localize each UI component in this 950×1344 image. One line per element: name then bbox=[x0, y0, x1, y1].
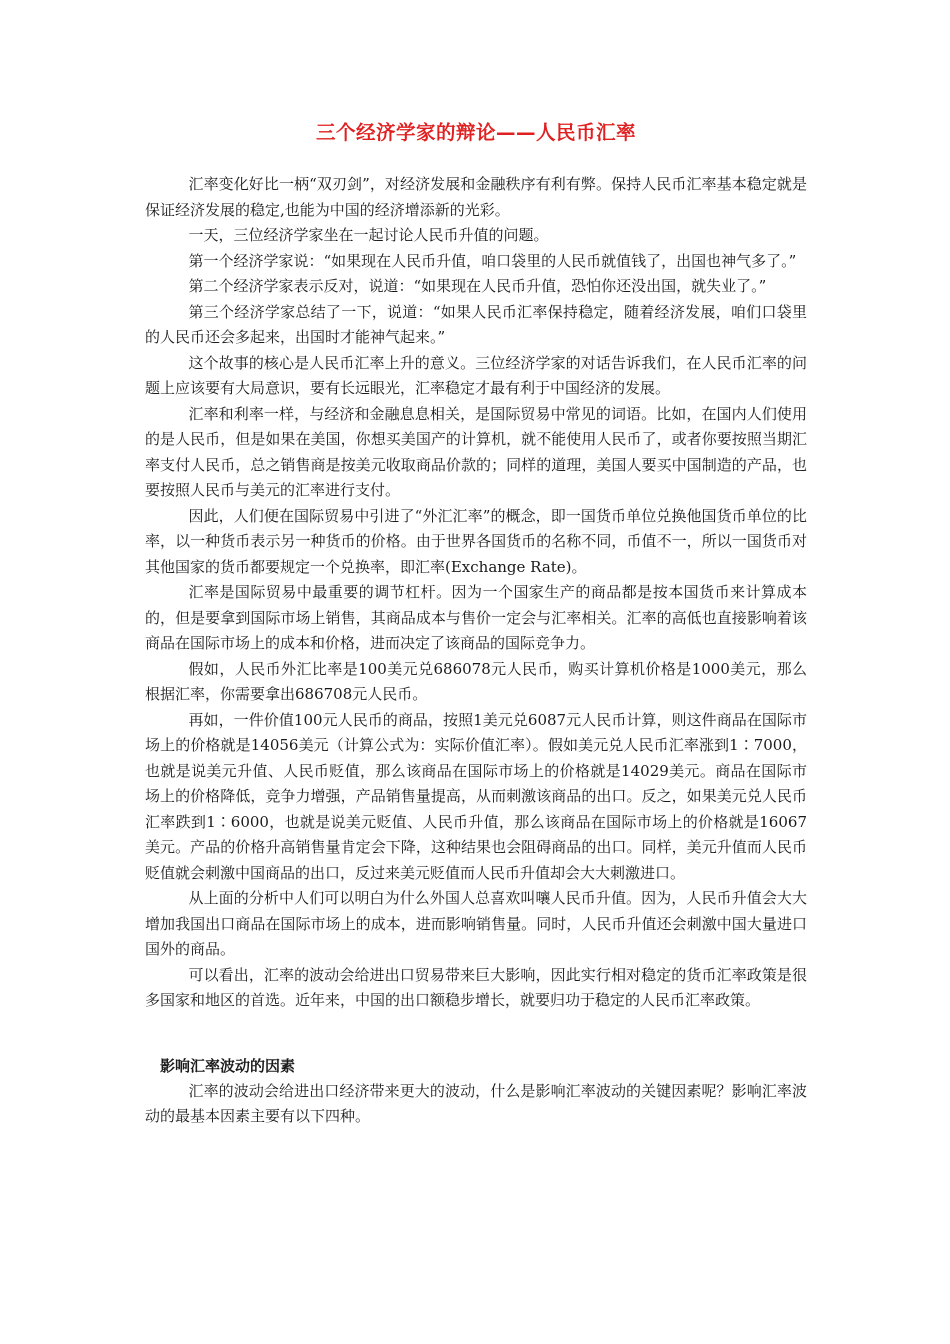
paragraph: 从上面的分析中人们可以明白为什么外国人总喜欢叫嚷人民币升值。因为，人民币升值会大大增加我国出口商品在国际市场上的成本，进而影响销售量。同时，人民币升值还会刺激中国大量进口国外的商品。 bbox=[145, 889, 807, 958]
paragraph: 汇率变化好比一柄“双刃剑”，对经济发展和金融秩序有利有弊。保持人民币汇率基本稳定就是保证经济发展的稳定,也能为中国的经济增添新的光彩。 bbox=[145, 175, 807, 219]
paragraph: 汇率是国际贸易中最重要的调节杠杆。因为一个国家生产的商品都是按本国货币来计算成本的，但是要拿到国际市场上销售，其商品成本与售价一定会与汇率相关。汇率的高低也直接影响着该商品在国际市场上的成本和价格，进而决定了该商品的国际竞争力。 bbox=[145, 583, 807, 652]
paragraph: 一天，三位经济学家坐在一起讨论人民币升值的问题。 bbox=[188, 226, 549, 244]
section-paragraph: 汇率的波动会给进出口经济带来更大的波动，什么是影响汇率波动的关键因素呢？影响汇率波动的最基本因素主要有以下四种。 bbox=[145, 1081, 807, 1125]
document-page bbox=[145, 118, 807, 1130]
paragraph: 第三个经济学家总结了一下，说道：“如果人民币汇率保持稳定，随着经济发展，咱们口袋里的人民币还会多起来，出国时才能神气起来。” bbox=[145, 302, 807, 346]
paragraph: 第一个经济学家说：“如果现在人民币升值，咱口袋里的人民币就值钱了，出国也神气多了。” bbox=[188, 251, 797, 270]
paragraph: 因此，人们便在国际贸易中引进了“外汇汇率”的概念，即一国货币单位兑换他国货币单位的比率，以一种货币表示另一种货币的价格。由于世界各国货币的名称不同，币值不一，所以一国货币对其他国家的货币都要规定一个兑换率，即汇率(Exchange Rate)。 bbox=[145, 506, 807, 576]
article-body bbox=[145, 172, 807, 1014]
paragraph: 可以看出，汇率的波动会给进出口贸易带来巨大影响，因此实行相对稳定的货币汇率政策是很多国家和地区的首选。近年来，中国的出口额稳步增长，就要归功于稳定的人民币汇率政策。 bbox=[145, 965, 807, 1009]
paragraph: 第二个经济学家表示反对，说道：“如果现在人民币升值，恐怕你还没出国，就失业了。” bbox=[188, 277, 767, 295]
paragraph: 再如，一件价值100元人民币的商品，按照1美元兑6087元人民币计算，则这件商品在国际市场上的价格就是14056美元（计算公式为：实际价值汇率）。假如美元兑人民币汇率涨到1∶7000，也就是说美元升值、人民币贬值，那么该商品在国际市场上的价格就是14029美元。商品在国际市场上的价格降低，竞争力增强，产品销售量提高，从而刺激该商品的出口。反之，如果美元兑人民币汇率跌到1∶6000，也就是说美元贬值、人民币升值，那么该商品在国际市场上的价格就是16067美元。产品的价格升高销售量肯定会下降，这种结果也会阻碍商品的出口。同样，美元升值而人民币贬值就会刺激中国商品的出口，反过来美元贬值而人民币升值却会大大刺激进口。 bbox=[145, 710, 807, 882]
section-heading: 影响汇率波动的因素 bbox=[160, 1056, 296, 1075]
paragraph: 这个故事的核心是人民币汇率上升的意义。三位经济学家的对话告诉我们，在人民币汇率的问题上应该要有大局意识，要有长远眼光，汇率稳定才最有利于中国经济的发展。 bbox=[145, 353, 807, 397]
document-title: 三个经济学家的辩论——人民币汇率 bbox=[315, 121, 636, 144]
paragraph: 汇率和利率一样，与经济和金融息息相关，是国际贸易中常见的词语。比如，在国内人们使用的是人民币，但是如果在美国，你想买美国产的计算机，就不能使用人民币了，或者你要按照当期汇率支付人民币，总之销售商是按美元收取商品价款的；同样的道理，美国人要买中国制造的产品，也要按照人民币与美元的汇率进行支付。 bbox=[145, 404, 807, 499]
paragraph: 假如，人民币外汇比率是100美元兑686078元人民币，购买计算机价格是1000美元，那么根据汇率，你需要拿出686708元人民币。 bbox=[145, 659, 807, 703]
